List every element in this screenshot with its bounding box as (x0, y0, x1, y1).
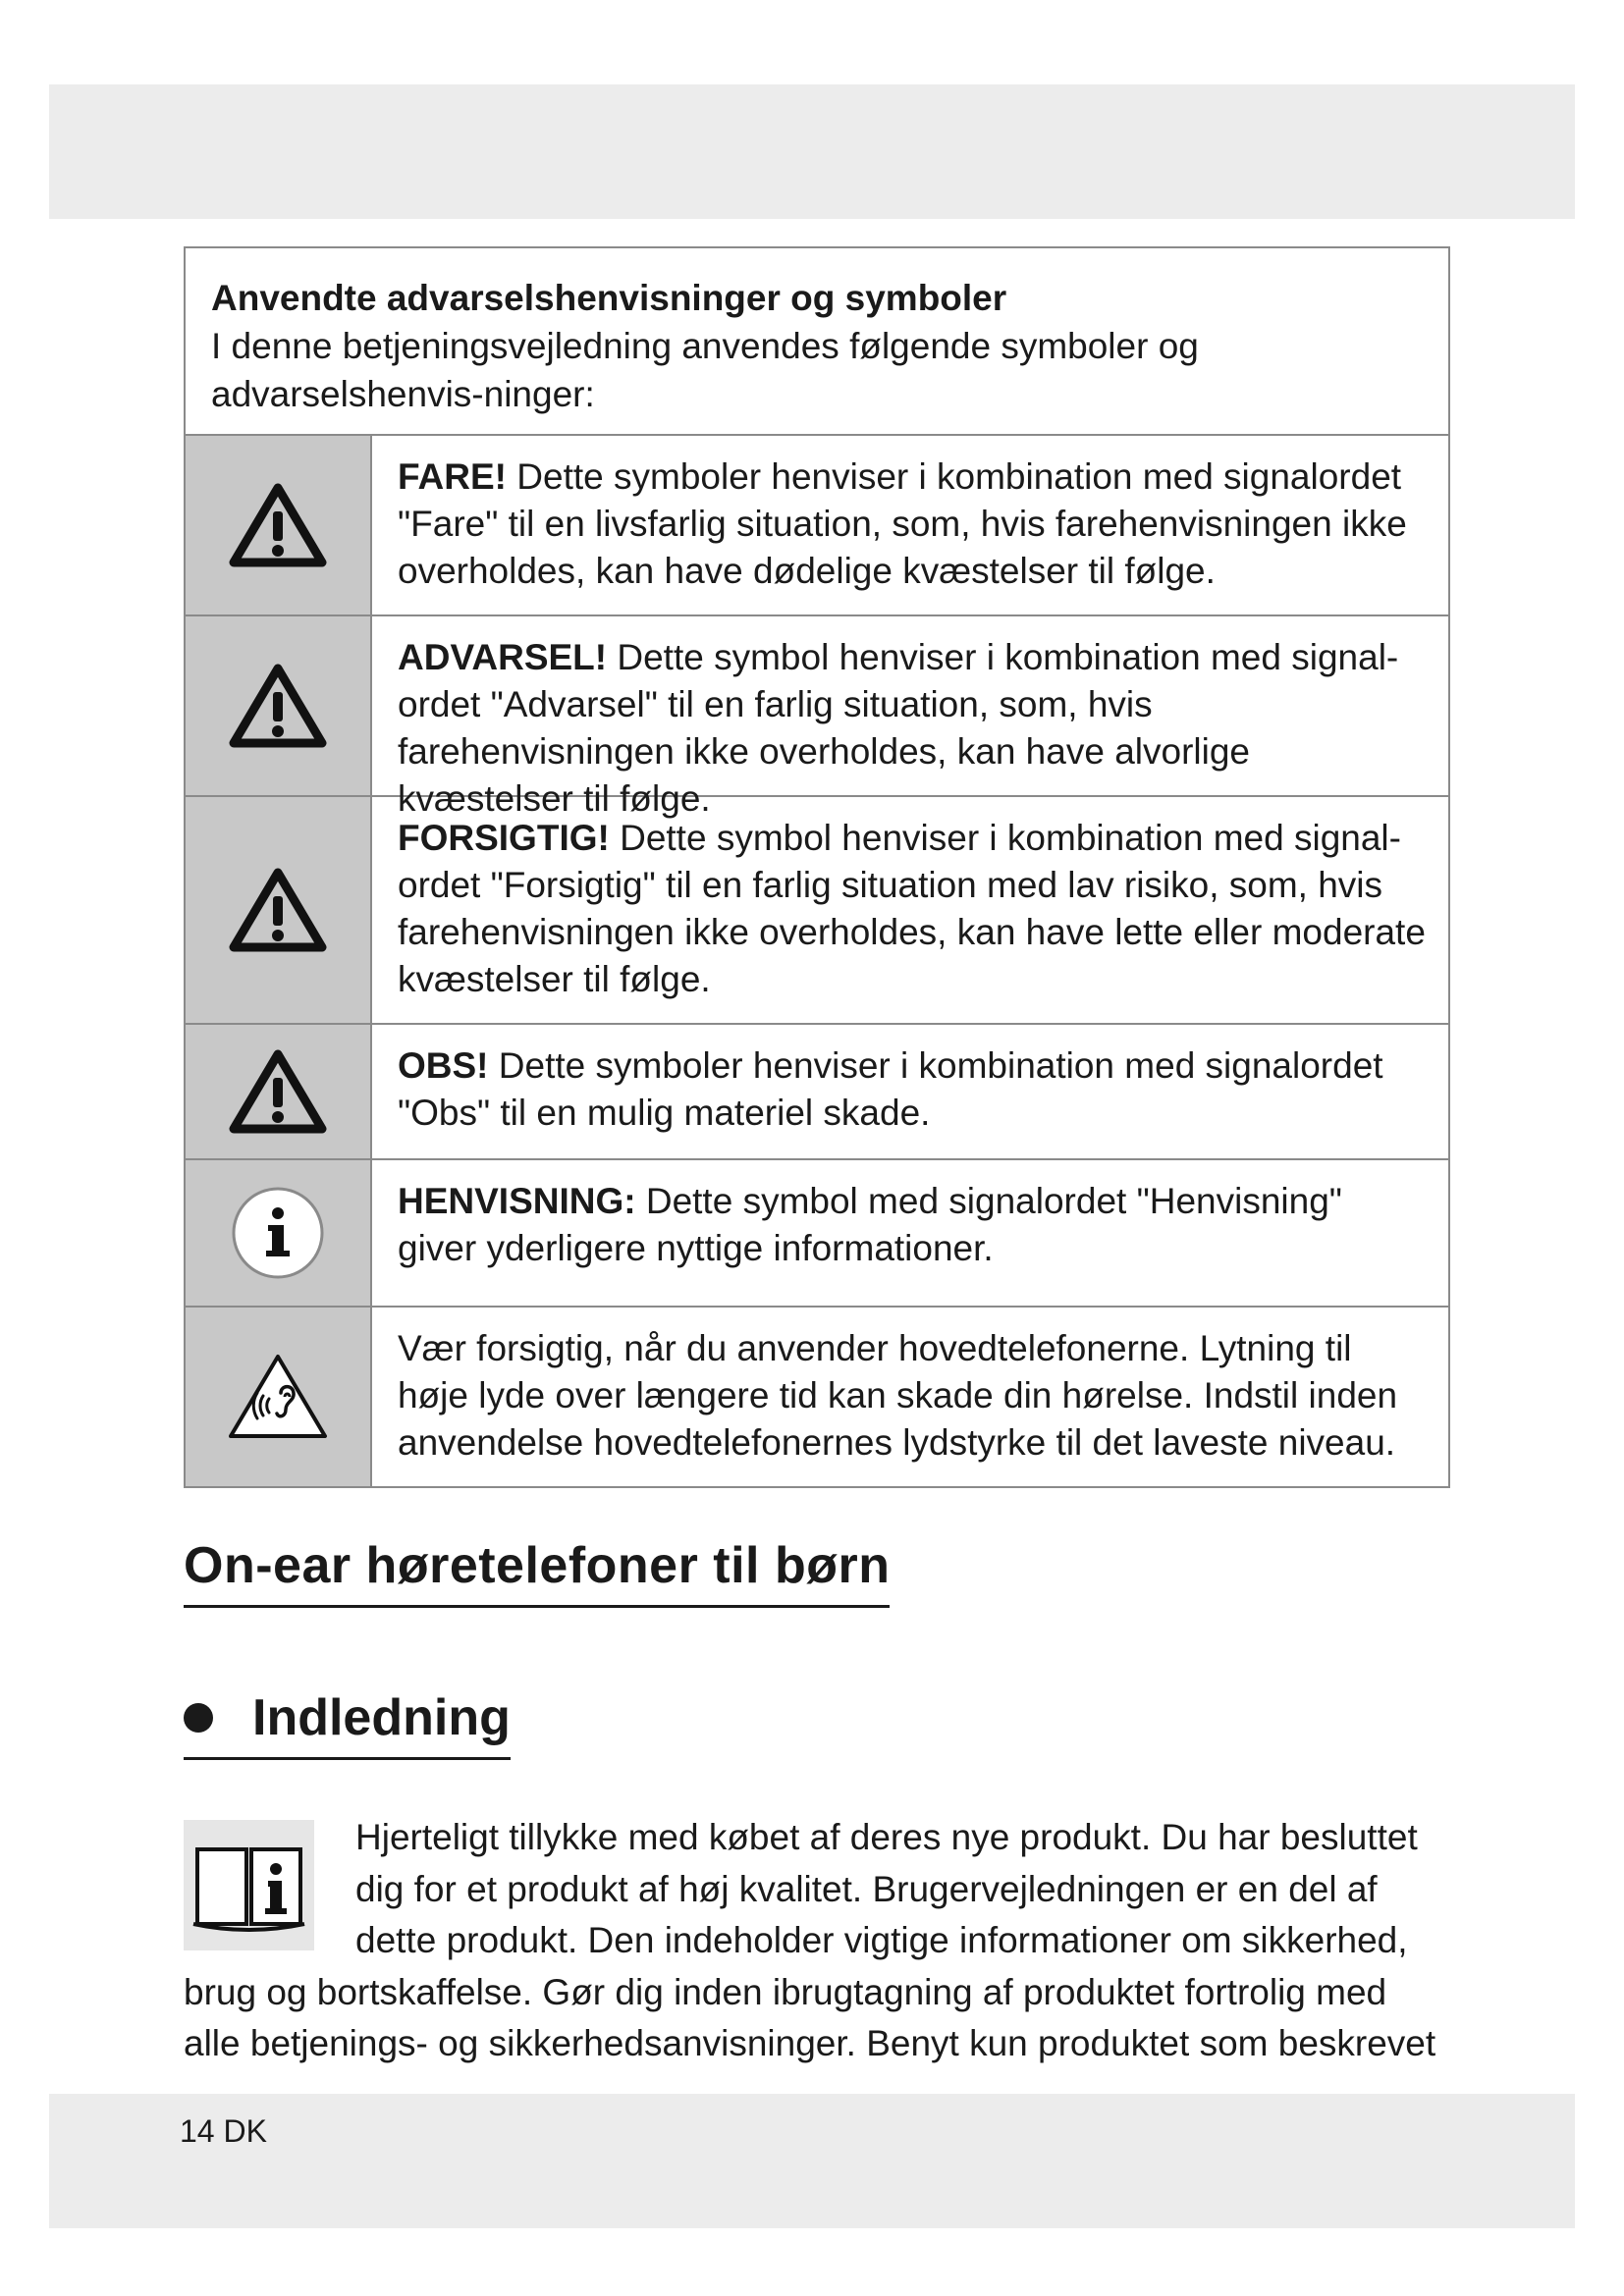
language-code: DK (223, 2113, 267, 2149)
warning-triangle-icon (229, 1048, 327, 1135)
footer-band (49, 2094, 1575, 2228)
symbol-cell (186, 616, 372, 795)
warning-text-cell (372, 1025, 1448, 1158)
warning-text-cell (372, 1308, 1448, 1486)
signal-word: OBS! (398, 1045, 489, 1086)
warning-description: Dette symbol med signalordet "Henvisning" giver yderligere nyttige informationer. (398, 1181, 1342, 1268)
warning-triangle-icon (229, 482, 327, 568)
hearing-warning-icon (226, 1352, 330, 1442)
signal-word: FARE! (398, 456, 507, 497)
page-number: 14 (180, 2113, 215, 2149)
warning-triangle-icon (229, 867, 327, 953)
product-heading: On-ear høretelefoner til børn (184, 1536, 890, 1608)
warning-row-forsigtig (186, 795, 1448, 1023)
intro-paragraph-text: Hjerteligt tillykke med købet af deres nye produkt. Du har besluttet dig for et produkt af høj kvalitet. Brugervejledningen er en del af dette produkt. Den indeholder vigtige informationer om sikkerhed, brug og bortskaffelse. Gør dig inden ibrugtagning af produktet fortrolig med alle betjenings- og sikkerhedsanvisninger. Benyt kun produktet som beskrevet (184, 1817, 1436, 2063)
warning-description: Dette symboler henviser i kombination med signalordet "Fare" til en livsfarlig situation, som, hvis farehenvisningen ikke overholdes, kan have dødelige kvæstelser til følge. (398, 456, 1407, 591)
page-footer (180, 2113, 267, 2150)
warning-row-henvisning (186, 1158, 1448, 1306)
section-heading (184, 1688, 511, 1760)
intro-paragraph (184, 1812, 1440, 2070)
header-band (49, 84, 1575, 219)
bullet-icon (184, 1703, 213, 1733)
section-heading-text: Indledning (252, 1689, 511, 1746)
signal-word: FORSIGTIG! (398, 818, 610, 858)
warning-triangle-icon (229, 663, 327, 749)
symbol-cell (186, 1025, 372, 1158)
warning-row-obs (186, 1023, 1448, 1158)
warning-description: Vær forsigtig, når du anvender hovedtelefonerne. Lytning til høje lyde over længere tid kan skade din hørelse. Indstil inden anvendelse hovedtelefonernes lydstyrke til det laveste niveau. (398, 1328, 1398, 1463)
table-intro-text: I denne betjeningsvejledning anvendes følgende symboler og advarselshenvis-ninger: (211, 326, 1199, 414)
symbol-cell (186, 1308, 372, 1486)
warning-description: Dette symbol henviser i kombination med signal-ordet "Advarsel" til en farlig situation, som, hvis farehenvisningen ikke overholdes, kan have alvorlige kvæstelser til følge. (398, 637, 1399, 819)
symbol-cell (186, 1160, 372, 1306)
warning-description: Dette symbol henviser i kombination med signal-ordet "Forsigtig" til en farlig situation med lav risiko, som, hvis farehenvisningen ikke overholdes, kan have lette eller moderate kvæstelser til følge. (398, 818, 1426, 999)
signal-word: HENVISNING: (398, 1181, 636, 1221)
signal-word: ADVARSEL! (398, 637, 608, 677)
warning-row-fare (186, 434, 1448, 614)
warning-row-advarsel (186, 614, 1448, 819)
warning-text-cell (372, 436, 1448, 614)
warning-row-hearing (186, 1306, 1448, 1486)
warning-text-cell (372, 1160, 1448, 1306)
info-circle-icon (231, 1186, 325, 1280)
warning-text-cell (372, 797, 1448, 1023)
warning-text-cell (372, 616, 1448, 819)
table-title: Anvendte advarselshenvisninger og symboler (211, 278, 1007, 318)
symbol-cell (186, 797, 372, 1023)
warning-symbols-table (184, 246, 1450, 1488)
symbol-cell (186, 436, 372, 614)
table-intro (186, 248, 1448, 434)
warning-description: Dette symboler henviser i kombination med signalordet "Obs" til en mulig materiel skade. (398, 1045, 1383, 1133)
